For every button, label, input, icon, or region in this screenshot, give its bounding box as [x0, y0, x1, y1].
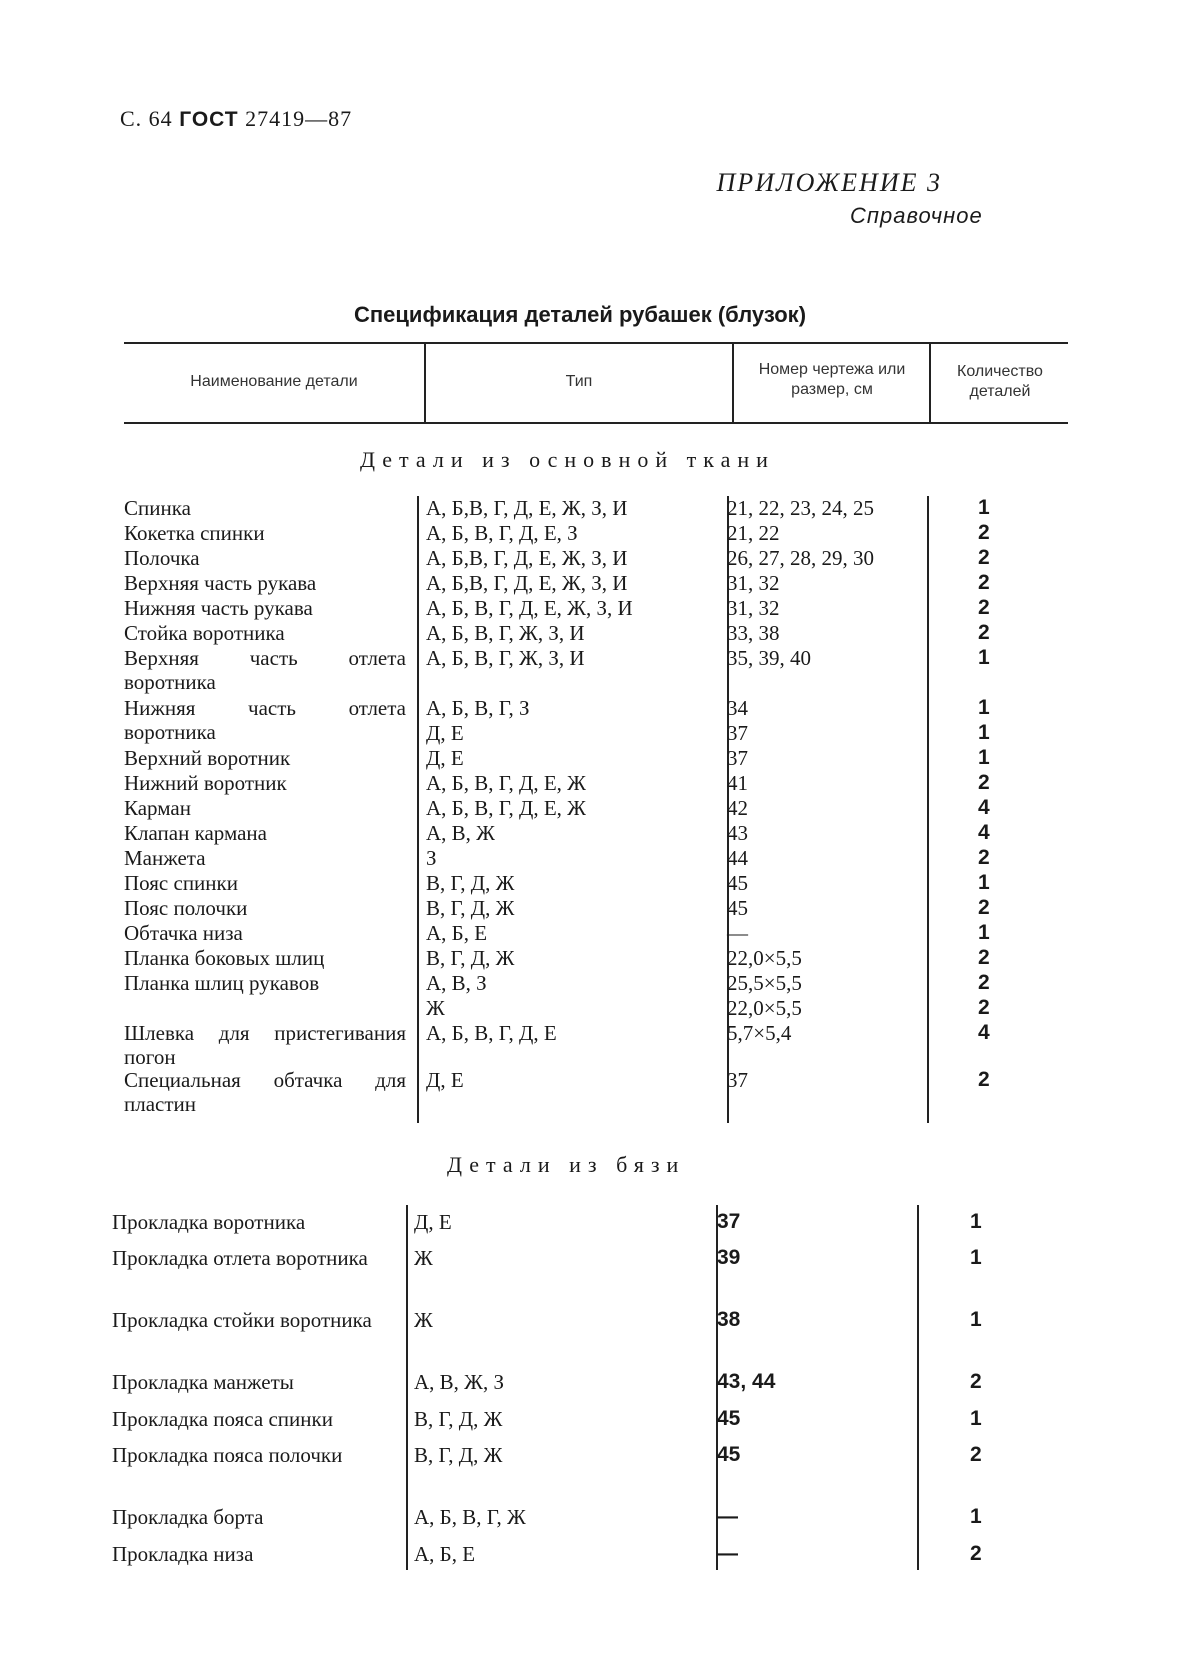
cell-name: Прокладка низа	[112, 1542, 254, 1566]
cell-qty: 1	[978, 696, 990, 719]
cell-type: В, Г, Д, Ж	[414, 1407, 503, 1431]
table-top-rule	[124, 342, 1068, 344]
cell-name: Клапан кармана	[124, 821, 267, 845]
cell-drawing: —	[727, 921, 748, 945]
cell-type: А, Б, Е	[426, 921, 488, 945]
cell-drawing: 45	[717, 1443, 741, 1466]
cell-name: Кокетка спинки	[124, 521, 265, 545]
cell-qty: 2	[978, 971, 990, 994]
cell-drawing: —	[717, 1542, 738, 1565]
cell-name: Прокладка борта	[112, 1505, 264, 1529]
cell-type: Ж	[414, 1246, 433, 1270]
cell-qty: 4	[978, 796, 990, 819]
header-divider-2	[732, 344, 734, 422]
cell-qty: 2	[978, 946, 990, 969]
cell-qty: 2	[970, 1443, 982, 1466]
cell-drawing: 45	[727, 896, 748, 920]
cell-drawing: —	[717, 1505, 738, 1528]
cell-type: Д, Е	[426, 721, 464, 745]
cell-type: А, Б, В, Г, Д, Е, З	[426, 521, 578, 545]
column-header-drawing: Номер чертежа или размер, см	[758, 361, 906, 398]
cell-drawing: 37	[717, 1210, 741, 1233]
cell-qty: 1	[970, 1210, 982, 1233]
cell-qty: 1	[970, 1246, 982, 1269]
cell-name: Стойка воротника	[124, 621, 285, 645]
table-title: Спецификация деталей рубашек (блузок)	[354, 302, 807, 327]
cell-drawing: 37	[727, 721, 748, 745]
cell-drawing: 25,5×5,5	[727, 971, 802, 995]
body-divider-3	[927, 496, 929, 1123]
cell-name: Нижний воротник	[124, 771, 287, 795]
section-heading-main: Детали из основной ткани	[360, 447, 775, 472]
standard-number: 27419—87	[245, 106, 353, 131]
cell-name: Прокладка пояса полочки	[112, 1443, 343, 1467]
cell-drawing: 39	[717, 1246, 741, 1269]
cell-name: Нижняя часть рукава	[124, 596, 313, 620]
cell-drawing: 42	[727, 796, 748, 820]
cell-name: Прокладка стойки воротника	[112, 1308, 372, 1332]
cell-type: В, Г, Д, Ж	[426, 946, 515, 970]
bjaz-divider-1	[406, 1205, 408, 1570]
cell-name: Верхний воротник	[124, 746, 291, 770]
cell-type: А, Б, В, Г, Д, Е, Ж	[426, 796, 586, 820]
cell-type: Д, Е	[414, 1210, 452, 1234]
cell-drawing: 37	[727, 1068, 748, 1092]
cell-drawing: 33, 38	[727, 621, 780, 645]
cell-qty: 2	[970, 1542, 982, 1565]
cell-qty: 2	[978, 546, 990, 569]
cell-name: Спинка	[124, 496, 191, 520]
cell-type: А, Б, В, Г, Д, Е, Ж, З, И	[426, 596, 633, 620]
cell-name: Прокладка отлета воротника	[112, 1246, 368, 1270]
cell-drawing: 44	[727, 846, 748, 870]
cell-qty: 1	[978, 746, 990, 769]
cell-drawing: 41	[727, 771, 748, 795]
cell-name: Полочка	[124, 546, 200, 570]
cell-name: Пояс полочки	[124, 896, 248, 920]
cell-type: В, Г, Д, Ж	[426, 871, 515, 895]
cell-name: Планка шлиц рукавов	[124, 971, 320, 995]
cell-type: А, Б, В, Г, Ж	[414, 1505, 526, 1529]
cell-drawing: 45	[727, 871, 748, 895]
cell-qty: 2	[978, 996, 990, 1019]
cell-drawing: 22,0×5,5	[727, 946, 802, 970]
cell-qty: 2	[978, 771, 990, 794]
cell-name: Манжета	[124, 846, 206, 870]
cell-type: А, В, З	[426, 971, 487, 995]
cell-name: Пояс спинки	[124, 871, 238, 895]
cell-drawing: 5,7×5,4	[727, 1021, 792, 1045]
table-header-rule	[124, 422, 1068, 424]
column-header-name: Наименование детали	[190, 373, 358, 390]
cell-type: А, В, Ж	[426, 821, 495, 845]
cell-type: В, Г, Д, Ж	[426, 896, 515, 920]
cell-qty: 2	[978, 1068, 990, 1091]
cell-drawing: 45	[717, 1407, 741, 1430]
cell-qty: 4	[978, 821, 990, 844]
cell-name: Прокладка воротника	[112, 1210, 306, 1234]
page-number: С. 64	[120, 106, 173, 131]
cell-qty: 2	[978, 621, 990, 644]
cell-qty: 1	[978, 646, 990, 669]
cell-qty: 2	[978, 596, 990, 619]
page-header	[120, 106, 352, 132]
cell-type: А, Б,В, Г, Д, Е, Ж, З, И	[426, 571, 628, 595]
cell-qty: 1	[978, 871, 990, 894]
cell-type: А, Б, Е	[414, 1542, 476, 1566]
cell-qty: 1	[978, 721, 990, 744]
appendix-title: ПРИЛОЖЕНИЕ 3	[716, 168, 942, 197]
cell-type: А, В, Ж, З	[414, 1370, 505, 1394]
cell-drawing: 35, 39, 40	[727, 646, 811, 670]
cell-name: Верхняя часть отлета воротника	[124, 646, 406, 694]
cell-name: Планка боковых шлиц	[124, 946, 325, 970]
cell-qty: 2	[970, 1370, 982, 1393]
cell-qty: 2	[978, 846, 990, 869]
cell-drawing: 31, 32	[727, 596, 780, 620]
cell-name: Обтачка низа	[124, 921, 243, 945]
cell-type: А, Б,В, Г, Д, Е, Ж, З, И	[426, 496, 628, 520]
cell-qty: 1	[970, 1505, 982, 1528]
cell-qty: 1	[970, 1407, 982, 1430]
cell-qty: 4	[978, 1021, 990, 1044]
cell-type: А, Б, В, Г, Д, Е, Ж	[426, 771, 586, 795]
cell-type: В, Г, Д, Ж	[414, 1443, 503, 1467]
cell-type: Д, Е	[426, 1068, 464, 1092]
cell-type: Ж	[414, 1308, 433, 1332]
cell-drawing: 37	[727, 746, 748, 770]
cell-drawing: 26, 27, 28, 29, 30	[727, 546, 874, 570]
cell-type: А, Б, В, Г, Ж, З, И	[426, 646, 585, 670]
cell-type: А, Б, В, Г, З	[426, 696, 530, 720]
cell-type: З	[426, 846, 437, 870]
bjaz-divider-3	[917, 1205, 919, 1570]
appendix-subtitle: Справочное	[850, 203, 983, 228]
cell-qty: 2	[978, 521, 990, 544]
column-header-type: Тип	[565, 373, 593, 390]
cell-name: Специальная обтачка для пластин	[124, 1068, 406, 1116]
standard-label: ГОСТ	[179, 108, 239, 131]
cell-drawing: 21, 22	[727, 521, 780, 545]
section-heading-bjaz: Детали из бязи	[447, 1152, 686, 1177]
cell-name: Прокладка пояса спинки	[112, 1407, 333, 1431]
header-divider-3	[929, 344, 931, 422]
column-header-qty: Количество деталей	[957, 363, 1043, 400]
cell-qty: 1	[970, 1308, 982, 1331]
cell-drawing: 31, 32	[727, 571, 780, 595]
cell-qty: 1	[978, 496, 990, 519]
cell-name: Шлевка для пристегивания погон	[124, 1021, 406, 1069]
cell-type: Ж	[426, 996, 445, 1020]
cell-type: А, Б,В, Г, Д, Е, Ж, З, И	[426, 546, 628, 570]
cell-drawing: 43	[727, 821, 748, 845]
cell-type: А, Б, В, Г, Ж, З, И	[426, 621, 585, 645]
cell-type: А, Б, В, Г, Д, Е	[426, 1021, 557, 1045]
cell-name: Нижняя часть отлета воротника	[124, 696, 406, 744]
cell-name: Прокладка манжеты	[112, 1370, 294, 1394]
cell-drawing: 38	[717, 1308, 741, 1331]
cell-qty: 2	[978, 571, 990, 594]
body-divider-1	[417, 496, 419, 1123]
cell-name: Верхняя часть рукава	[124, 571, 317, 595]
cell-drawing: 43, 44	[717, 1370, 776, 1393]
cell-type: Д, Е	[426, 746, 464, 770]
cell-drawing: 21, 22, 23, 24, 25	[727, 496, 874, 520]
cell-qty: 1	[978, 921, 990, 944]
cell-drawing: 34	[727, 696, 748, 720]
cell-drawing: 22,0×5,5	[727, 996, 802, 1020]
cell-name: Карман	[124, 796, 191, 820]
cell-qty: 2	[978, 896, 990, 919]
